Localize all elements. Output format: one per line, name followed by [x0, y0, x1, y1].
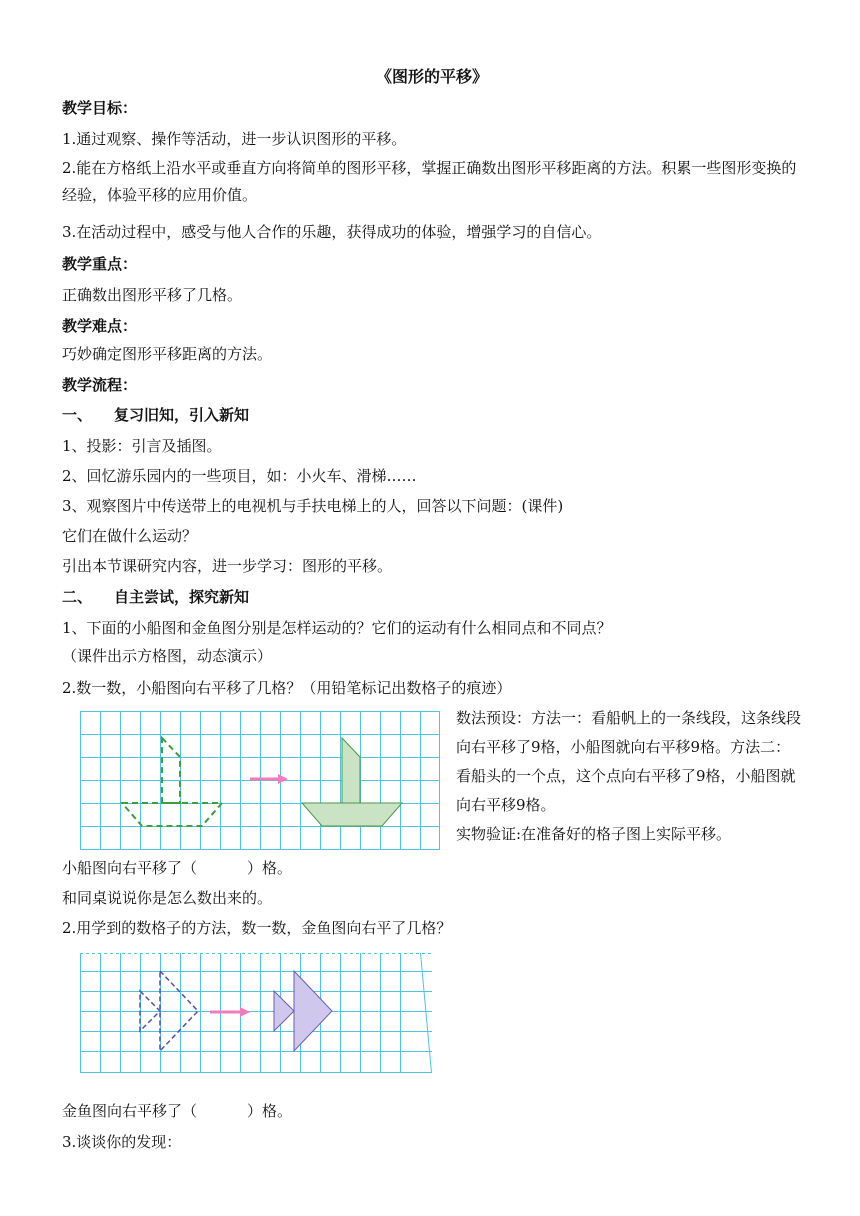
finding-prompt: 3.谈谈你的发现：	[62, 1133, 182, 1151]
answer-prefix: 小船图向右平移了（	[62, 859, 198, 877]
answer-prefix: 金鱼图向右平移了（	[62, 1102, 198, 1120]
section2-heading	[62, 587, 249, 607]
objective-item: 3.在活动过程中，感受与他人合作的乐趣，获得成功的体验，增强学习的自信心。	[62, 223, 602, 241]
section-number: 二、	[62, 588, 93, 606]
answer-suffix: ）格。	[247, 859, 293, 877]
boat-moved	[302, 738, 402, 826]
objectives-heading: 教学目标：	[62, 99, 138, 117]
section1-item: 它们在做什么运动？	[62, 527, 198, 545]
move-arrow-icon	[210, 1007, 250, 1017]
section2-item: （课件出示方格图，动态演示）	[62, 647, 273, 665]
section1-item: 2、回忆游乐园内的一些项目，如：小火车、滑梯……	[62, 467, 417, 485]
difficulty-text: 巧妙确定图形平移距离的方法。	[62, 345, 273, 363]
section-title: 自主尝试，探究新知	[114, 588, 250, 606]
section2-item: 2.数一数，小船图向右平移了几格？（用铅笔标记出数格子的痕迹）	[62, 679, 512, 697]
fish-grid-svg	[80, 951, 432, 1075]
section2-item: 1、下面的小船图和金鱼图分别是怎样运动的？它们的运动有什么相同点和不同点？	[62, 619, 612, 637]
section1-item: 3、观察图片中传送带上的电视机与手扶电梯上的人，回答以下问题：(课件)	[62, 497, 564, 515]
boat-original-dashed	[122, 738, 222, 826]
discuss-text: 和同桌说说你是怎么数出来的。	[62, 889, 273, 907]
boat-grid-svg	[80, 711, 440, 850]
fish-moved	[274, 971, 332, 1051]
page-title: 《图形的平移》	[375, 67, 488, 86]
section-title: 复习旧知，引入新知	[114, 406, 250, 424]
boat-answer-line	[62, 858, 292, 878]
objective-item: 2.能在方格纸上沿水平或垂直方向将简单的图形平移，掌握正确数出图形平移距离的方法。积累一些图形变换的经验，体验平移的应用价值。	[62, 159, 797, 204]
method-presets: 数法预设：方法一：看船帆上的一条线段，这条线段向右平移了9格，小船图就向右平移9格。方法二：看船头的一个点，这个点向右平移了9格，小船图就向右平移9格。	[456, 709, 802, 814]
difficulty-heading: 教学难点：	[62, 317, 138, 335]
physical-verification: 实物验证:在准备好的格子图上实际平移。	[456, 825, 732, 843]
grid-lines	[80, 953, 432, 1073]
answer-suffix: ）格。	[247, 1102, 293, 1120]
fish-grid-figure	[80, 951, 432, 1079]
section1-item: 1、投影：引言及插图。	[62, 437, 222, 455]
key-point-heading: 教学重点：	[62, 255, 138, 273]
section1-item: 引出本节课研究内容，进一步学习：图形的平移。	[62, 557, 393, 575]
boat-grid-figure	[80, 711, 440, 854]
move-arrow-icon	[250, 774, 288, 784]
process-heading: 教学流程：	[62, 376, 138, 394]
fish-question: 2.用学到的数格子的方法，数一数，金鱼图向右平了几格？	[62, 919, 452, 937]
section-number: 一、	[62, 406, 93, 424]
objective-item: 1.通过观察、操作等活动，进一步认识图形的平移。	[62, 130, 407, 148]
key-point-text: 正确数出图形平移了几格。	[62, 286, 243, 304]
fish-answer-line	[62, 1101, 292, 1121]
counting-method-text	[456, 704, 802, 849]
section1-heading	[62, 405, 249, 425]
